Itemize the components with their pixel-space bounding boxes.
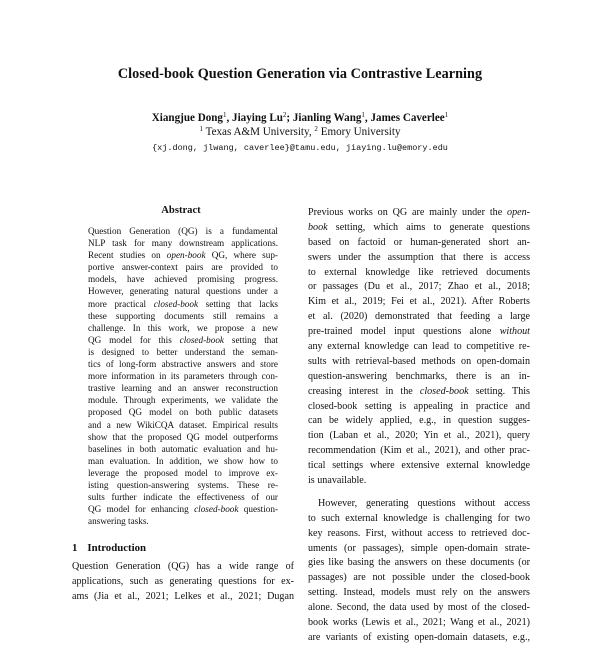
text-line: based on factoid or human-generated short an- [308, 236, 530, 248]
paragraph [308, 206, 530, 489]
text-line: book works (Lewis et al., 2021; Wang et al., 2021) [308, 617, 530, 629]
text-line: is designed to better understand the seman- [88, 346, 278, 357]
text-line: trastive learning and an answer reconstruction [88, 383, 278, 394]
text-line: question-answering benchmarks, there is an in- [308, 370, 530, 382]
text-line: Question Generation (QG) is a fundamental [88, 226, 278, 236]
text-line: setting. Instead, models must rely on the answers [308, 587, 530, 599]
text-line: et al. (2020) demonstrated that feeding a large [308, 311, 530, 323]
text-line: to such external knowledge is challenging for two [308, 512, 530, 524]
text-line: module. Through experiments, we validate the [88, 395, 278, 406]
author: Jiaying Lu$^2$ [232, 111, 287, 124]
text-line: However, generating natural questions under a [88, 286, 278, 297]
text-line: are variants of existing open-domain datasets, e.g., [308, 631, 530, 643]
text-line: portive answer-context pairs are provided to [88, 262, 278, 273]
text-line: tion (Laban et al., 2020; Yin et al., 2021), query [308, 430, 530, 442]
text-line: swers under the assumption that there is access [308, 251, 530, 263]
text-line: and a new WikiCQA dataset. Empirical results [88, 419, 278, 430]
text-line: to external knowledge like retrieved documents [308, 266, 530, 278]
text-line: uments (or passages), simple open-domain strate- [308, 542, 530, 554]
text-line: Previous works on QG are mainly under the open- [308, 207, 530, 218]
text-line: However, generating questions without access [318, 497, 530, 509]
author-list: Xiangjue Dong$^1$, Jiaying Lu$^2$; Jianling Wang$^1$, James Caverlee$^1$ [151, 111, 449, 124]
text-line: ams (Jia et al., 2021; Lelkes et al., 2021; Dugan [72, 590, 294, 602]
affiliation: Emory University [320, 126, 401, 138]
text-line: applications, such as generating questions for ex- [72, 575, 294, 587]
text-line: alone. Second, the data used by most of the closed- [308, 602, 530, 614]
text-line: these supporting documents still remains a [88, 310, 278, 321]
text-line: sults further indicate the effectiveness of our [88, 492, 278, 503]
text-line: any external knowledge can lead to competitive re- [308, 341, 530, 353]
text-line: NLP task for many downstream applications. [88, 238, 278, 249]
text-line: is unavailable. [308, 475, 367, 487]
author: Xiangjue Dong$^1$ [151, 111, 227, 124]
author: Jianling Wang$^1$ [292, 111, 365, 124]
text-line: tical settings where extensive external knowledge [308, 460, 530, 472]
text-line: more information in its parameters through con- [88, 371, 278, 382]
paper-title: Closed-book Question Generation via Contrastive Learning [117, 66, 483, 82]
text-line: pre-trained model input questions alone without [308, 326, 530, 338]
text-line: QG model for enhancing closed-book question- [88, 504, 279, 515]
abstract-heading: Abstract [161, 205, 201, 216]
introduction-body [72, 560, 294, 605]
text-line: Kim et al., 2019; Fei et al., 2021). After Roberts [308, 296, 530, 308]
text-line: or passages (Du et al., 2017; Zhao et al., 2018; [308, 281, 530, 293]
text-line: book setting, which aims to generate questions [308, 221, 530, 233]
text-line: isting question-answering systems. These re- [88, 479, 278, 490]
text-line: tics of long-form abstractive answers and store [88, 359, 278, 370]
affiliations: $^1$ Texas A&M University, $^2$ Emory University [199, 125, 401, 138]
text-line: more practical closed-book setting that lacks [88, 298, 279, 309]
section-heading-introduction: 1 Introduction [72, 542, 147, 554]
author: James Caverlee$^1$ [370, 111, 449, 124]
author-emails: {xj.dong, jlwang, caverlee}@tamu.edu, jiaying.lu@emory.edu [152, 143, 448, 153]
text-line: key reasons. First, without access to retrieved doc- [308, 527, 530, 539]
abstract-body [88, 225, 278, 527]
text-line: baselines in both automatic evaluation and hu- [88, 443, 278, 454]
text-line: recommendation (Kim et al., 2021), and other prac- [308, 445, 530, 457]
text-line: leverage the proposed model to improve ex- [88, 467, 278, 478]
text-line: proposed QG model on both public datasets [88, 407, 278, 418]
text-line: QG model for this closed-book setting that [88, 334, 278, 345]
right-column [308, 206, 530, 646]
text-line: man evaluation. In addition, we show how to [88, 455, 278, 466]
text-line: sults with retrieval-based methods on open-domain [308, 355, 530, 367]
text-line: answering tasks. [88, 516, 149, 527]
affiliation: Texas A&M University [205, 126, 309, 138]
paragraph [308, 497, 530, 646]
text-line: can be widely applied, e.g., in question sugges- [308, 415, 530, 427]
text-line: models, have achieved promising progress. [88, 274, 278, 285]
text-line: gies like basing the answers on these documents (or [308, 557, 530, 569]
text-line: closed-book setting is appealing in practice and [308, 400, 530, 412]
text-line: creasing interest in the closed-book setting. This [308, 385, 530, 397]
text-line: challenge. In this work, we propose a new [88, 322, 278, 333]
text-line: passages) are not possible under the closed-book [308, 572, 530, 584]
text-line: show that the proposed QG model outperforms [88, 431, 278, 442]
text-line: Question Generation (QG) has a wide range of [72, 561, 294, 572]
text-line: Recent studies on open-book QG, where sup- [88, 250, 278, 261]
